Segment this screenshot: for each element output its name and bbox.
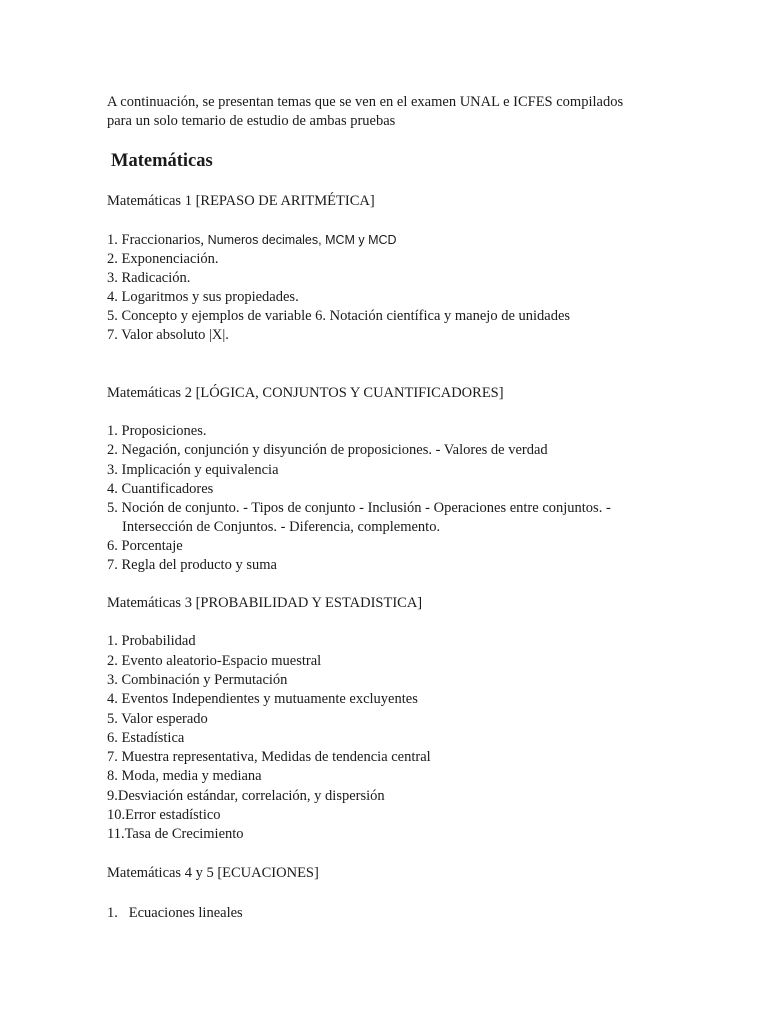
- section-3-item-1: 1. Probabilidad: [107, 633, 196, 649]
- section-3-title: Matemáticas 3 [PROBABILIDAD Y ESTADISTICA]: [107, 595, 423, 611]
- section-2-title: Matemáticas 2 [LÓGICA, CONJUNTOS Y CUANTIFICADORES]: [107, 385, 504, 401]
- item-text: 1. Fraccionarios,: [107, 232, 208, 248]
- item-extra-text: Numeros decimales, MCM y MCD: [207, 233, 397, 247]
- section-2-item-7: 7. Regla del producto y suma: [107, 557, 277, 573]
- section-2-item-5: 5. Noción de conjunto. - Tipos de conjunto - Inclusión - Operaciones entre conjuntos. -: [107, 500, 611, 516]
- section-2-item-1: 1. Proposiciones.: [107, 423, 207, 439]
- section-3-item-10: 10.Error estadístico: [107, 807, 221, 823]
- section-1-title: Matemáticas 1 [REPASO DE ARITMÉTICA]: [107, 193, 375, 209]
- section-2-item-6: 6. Porcentaje: [107, 538, 183, 554]
- section-3-item-5: 5. Valor esperado: [107, 711, 208, 727]
- section-1-item-5: 5. Concepto y ejemplos de variable 6. Notación científica y manejo de unidades: [107, 308, 571, 324]
- section-2-item-2: 2. Negación, conjunción y disyunción de proposiciones. - Valores de verdad: [107, 442, 548, 458]
- section-3-item-4: 4. Eventos Independientes y mutuamente excluyentes: [107, 691, 418, 707]
- section-4-item-1: 1. Ecuaciones lineales: [107, 905, 243, 921]
- section-2-item-4: 4. Cuantificadores: [107, 481, 214, 497]
- section-3-item-11: 11.Tasa de Crecimiento: [107, 826, 244, 842]
- section-3-item-6: 6. Estadística: [107, 730, 185, 746]
- intro-line-2: para un solo temario de estudio de ambas pruebas: [107, 113, 396, 129]
- section-4-title: Matemáticas 4 y 5 [ECUACIONES]: [107, 865, 319, 881]
- section-3-item-8: 8. Moda, media y mediana: [107, 768, 262, 784]
- section-2-item-5-continuation: Intersección de Conjuntos. - Diferencia, complemento.: [122, 519, 441, 535]
- section-1-item-4: 4. Logaritmos y sus propiedades.: [107, 289, 299, 305]
- page-heading: Matemáticas: [111, 151, 213, 171]
- section-3-item-3: 3. Combinación y Permutación: [107, 672, 288, 688]
- section-1-item-2: 2. Exponenciación.: [107, 251, 219, 267]
- section-3-item-7: 7. Muestra representativa, Medidas de tendencia central: [107, 749, 431, 765]
- section-1-item-3: 3. Radicación.: [107, 270, 191, 286]
- section-3-item-9: 9.Desviación estándar, correlación, y dispersión: [107, 788, 385, 804]
- intro-line-1: A continuación, se presentan temas que se ven en el examen UNAL e ICFES compilados: [107, 94, 624, 110]
- section-3-item-2: 2. Evento aleatorio-Espacio muestral: [107, 653, 322, 669]
- section-2-item-3: 3. Implicación y equivalencia: [107, 462, 279, 478]
- section-1-item-7: 7. Valor absoluto |X|.: [107, 327, 229, 343]
- section-1-item-1: [107, 231, 397, 250]
